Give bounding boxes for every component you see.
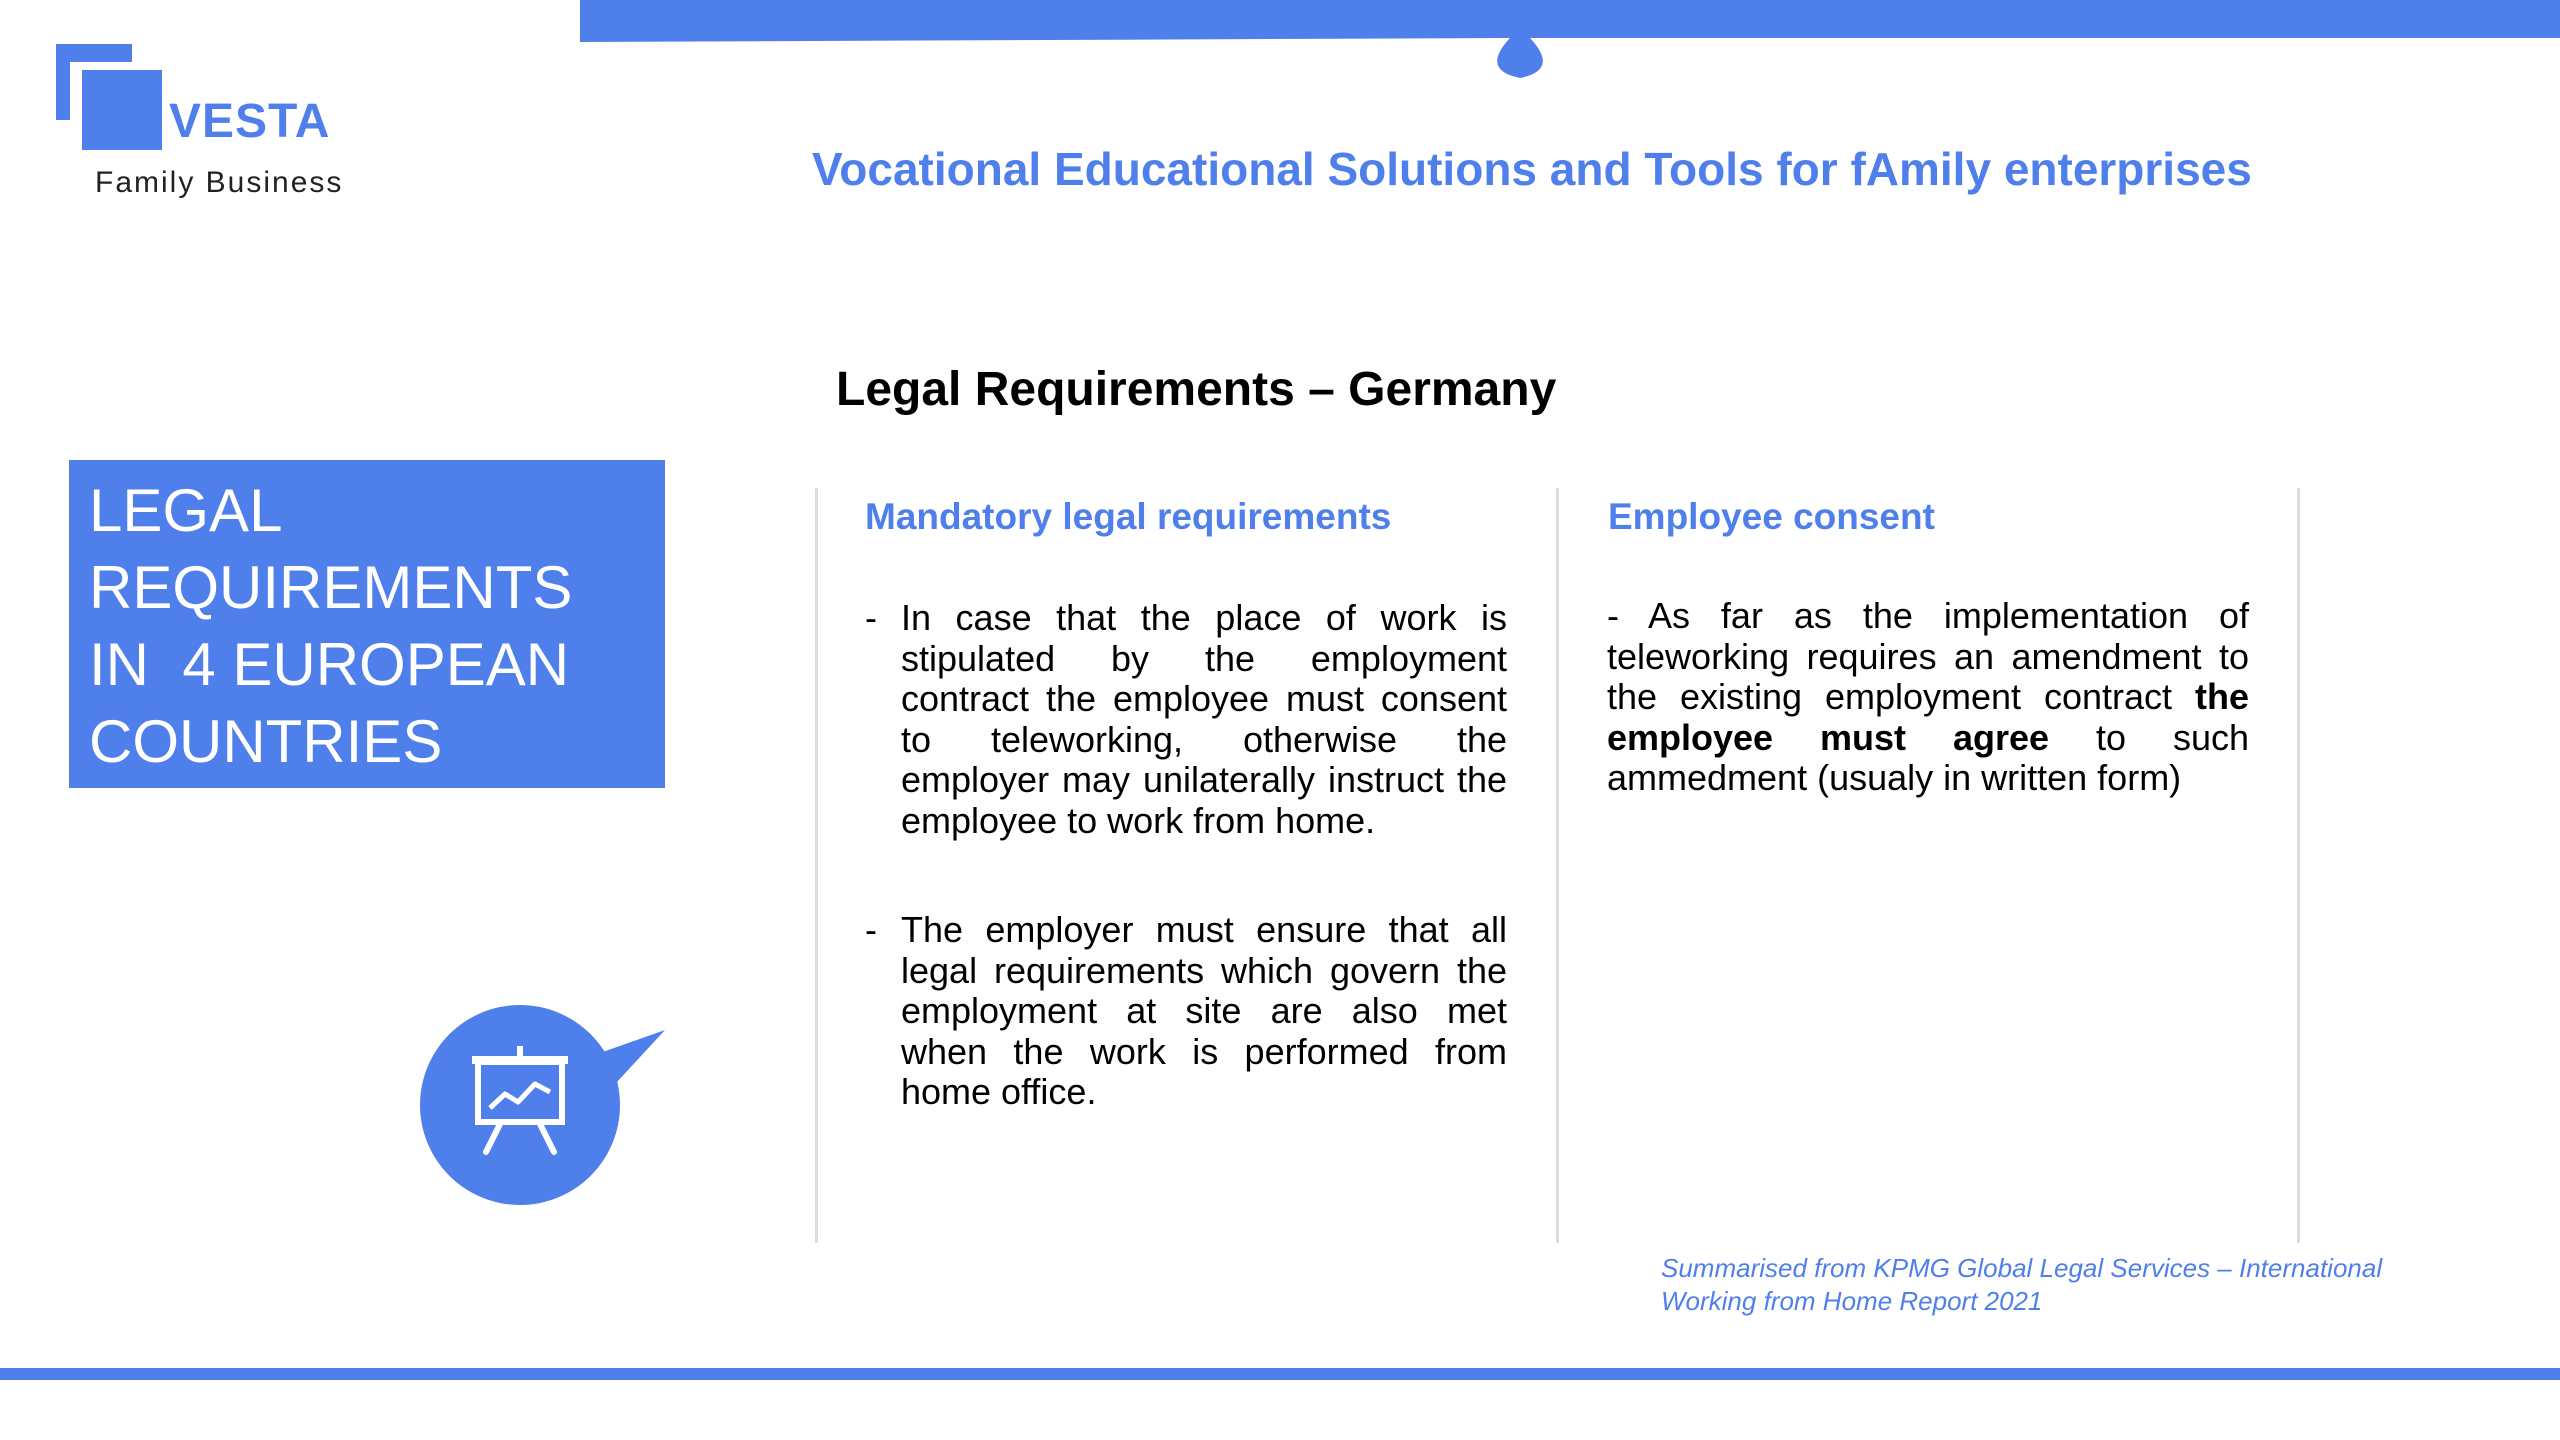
column-divider-right xyxy=(2297,488,2300,1243)
column-divider-left xyxy=(815,488,818,1243)
consent-text-start: - As far as the implementation of teleworking requires an amendment to the existing employment contract xyxy=(1607,595,2249,717)
bullet-marker: - xyxy=(865,909,877,950)
source-line: Summarised from KPMG Global Legal Services – International xyxy=(1661,1253,2383,1283)
vesta-logo xyxy=(52,44,372,214)
project-tagline: Vocational Educational Solutions and Tools for fAmily enterprises xyxy=(812,143,2252,195)
consent-text-emphasis: the employee must agree xyxy=(1607,676,2249,758)
section-label-line: COUNTRIES xyxy=(89,708,443,775)
logo-square-front xyxy=(82,70,162,150)
top-accent-bar xyxy=(580,0,2560,80)
slide-title: Legal Requirements – Germany xyxy=(836,363,1557,416)
section-label-line: REQUIREMENTS xyxy=(89,554,573,621)
logo-name: VESTA xyxy=(169,95,331,148)
bottom-accent-bar xyxy=(0,1368,2560,1380)
mandatory-requirements-heading: Mandatory legal requirements xyxy=(865,496,1392,537)
section-label-line: IN 4 EUROPEAN xyxy=(89,631,570,698)
bullet-text: In case that the place of work is stipulated by the employment contract the employee must consent to teleworking, otherwise the employer may unilaterally instruct the employee to work from home. xyxy=(901,597,1507,841)
source-line: Working from Home Report 2021 xyxy=(1661,1286,2043,1316)
section-label-line: LEGAL xyxy=(89,477,283,544)
mandatory-bullet xyxy=(865,909,1507,1113)
logo-subtitle: Family Business xyxy=(95,166,344,199)
employee-consent-text xyxy=(1607,596,2249,799)
bullet-marker: - xyxy=(865,597,877,638)
mandatory-bullet xyxy=(865,597,1507,841)
consent-text-end: to such ammedment (usualy in written form) xyxy=(1607,716,2249,798)
source-citation xyxy=(1661,1252,2382,1318)
section-label-box xyxy=(69,460,665,788)
column-divider-middle xyxy=(1556,488,1559,1243)
presentation-board-icon xyxy=(420,1000,670,1220)
employee-consent-heading: Employee consent xyxy=(1608,496,1935,537)
bullet-text: The employer must ensure that all legal requirements which govern the employment at site are also met when the work is performed from home office. xyxy=(901,909,1507,1112)
